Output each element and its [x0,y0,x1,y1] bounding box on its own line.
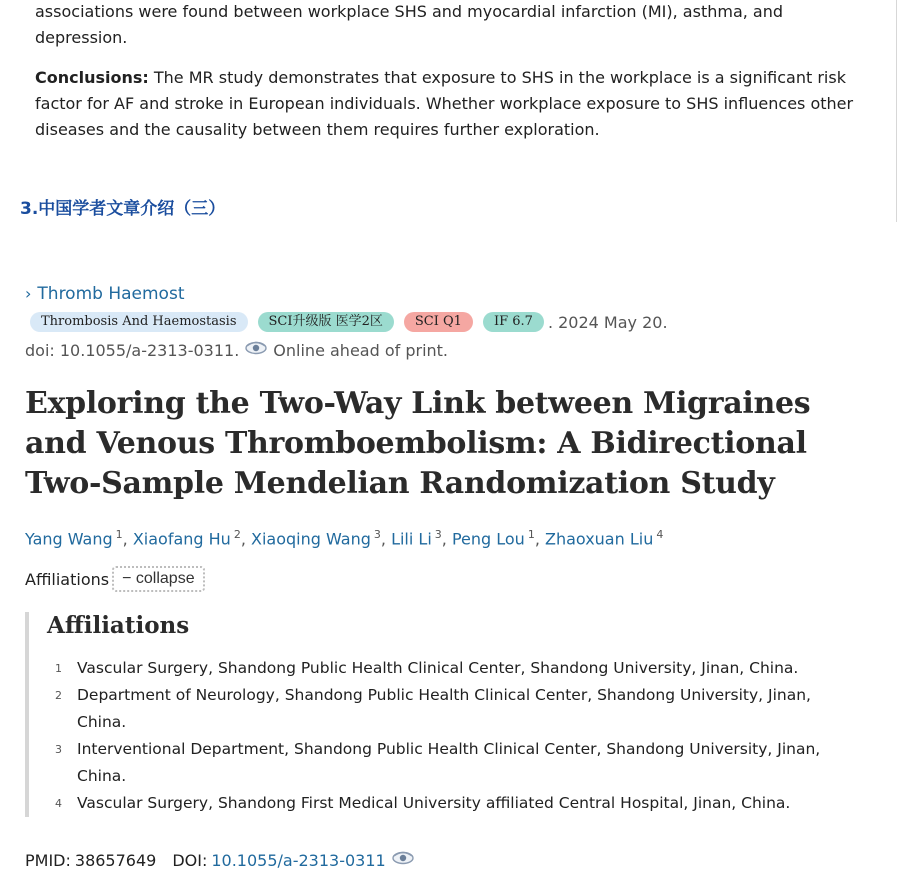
conclusions-label: Conclusions: [35,68,149,87]
affiliation-item [55,655,835,682]
conclusions-text: The MR study demonstrates that exposure to SHS in the workplace is a significant risk factor for AF and stroke in European individuals. Whether workplace exposure to SHS influences other diseases and the causality between them requires further exploration. [35,68,854,139]
author-affiliation-ref[interactable]: 3 [373,528,381,541]
identifiers-row [25,850,420,870]
eye-icon[interactable] [245,340,267,356]
affiliation-number: 1 [55,662,62,675]
journal-name: Thromb Haemost [37,284,185,304]
affiliation-item [55,736,835,790]
author-link[interactable]: Zhaoxuan Liu [544,529,654,549]
publication-date: . 2024 May 20. [547,312,668,332]
section-heading: 3.中国学者文章介绍（三） [20,199,226,219]
abstract-excerpt [35,0,855,143]
abstract-conclusions [35,65,855,143]
affiliation-item [55,682,835,736]
affiliation-number: 4 [55,797,62,810]
affiliations-label: Affiliations [25,569,110,589]
chevron-right-icon: › [25,284,32,303]
affiliations-heading: Affiliations [47,612,190,639]
collapse-affiliations-button[interactable]: − collapse [112,566,205,592]
online-status: Online ahead of print. [273,340,449,360]
author-separator: , [122,529,133,549]
badge-journal-full-name[interactable]: Thrombosis And Haemostasis [30,312,248,332]
author-link[interactable]: Xiaoqing Wang [251,529,371,549]
author-link[interactable]: Yang Wang [25,529,113,549]
badge-sci-quartile[interactable]: SCI Q1 [404,312,473,332]
doi-citation: doi: 10.1055/a-2313-0311. [25,340,240,360]
eye-icon[interactable] [392,850,414,866]
author-affiliation-ref[interactable]: 1 [527,528,535,541]
journal-badges [30,311,668,333]
abstract-results-tail: associations were found between workplace SHS and myocardial infarction (MI), asthma, and depression. [35,2,784,47]
author-separator: , [380,529,392,549]
badge-sci-partition[interactable]: SCI升级版 医学2区 [258,312,394,332]
doi-link[interactable]: 10.1055/a-2313-0311 [211,850,386,870]
pmid-label: PMID: [25,850,71,870]
affiliations-list [55,655,835,817]
author-link[interactable]: Peng Lou [451,529,525,549]
author-link[interactable]: Xiaofang Hu [132,529,231,549]
affiliation-text: Vascular Surgery, Shandong First Medical University affiliated Central Hospital, Jinan, China. [77,794,791,812]
author-affiliation-ref[interactable]: 3 [434,528,442,541]
author-list [25,528,663,548]
citation-doi-line [25,340,448,360]
pmid-value: 38657649 [74,850,157,870]
journal-link[interactable] [25,284,184,304]
author-affiliation-ref[interactable]: 1 [115,528,123,541]
affiliation-text: Department of Neurology, Shandong Public Health Clinical Center, Shandong University, Jinan, China. [77,686,811,731]
affiliations-toggle-row [25,566,205,592]
author-affiliation-ref[interactable]: 2 [233,528,241,541]
affiliation-number: 2 [55,689,62,702]
divider [896,0,897,222]
author-affiliation-ref[interactable]: 4 [656,528,664,541]
author-separator: , [534,529,545,549]
author-separator: , [441,529,452,549]
affiliations-panel [25,612,839,817]
badge-impact-factor[interactable]: IF 6.7 [483,312,544,332]
author-separator: , [240,529,251,549]
affiliation-text: Interventional Department, Shandong Public Health Clinical Center, Shandong University, Jinan, China. [77,740,821,785]
doi-label: DOI: [172,850,208,870]
affiliation-item [55,790,835,817]
author-link[interactable]: Lili Li [391,529,432,549]
affiliation-text: Vascular Surgery, Shandong Public Health Clinical Center, Shandong University, Jinan, China. [77,659,799,677]
article-title: Exploring the Two-Way Link between Migraines and Venous Thromboembolism: A Bidirectional Two-Sample Mendelian Randomization Study [25,386,811,501]
affiliation-number: 3 [55,743,62,756]
